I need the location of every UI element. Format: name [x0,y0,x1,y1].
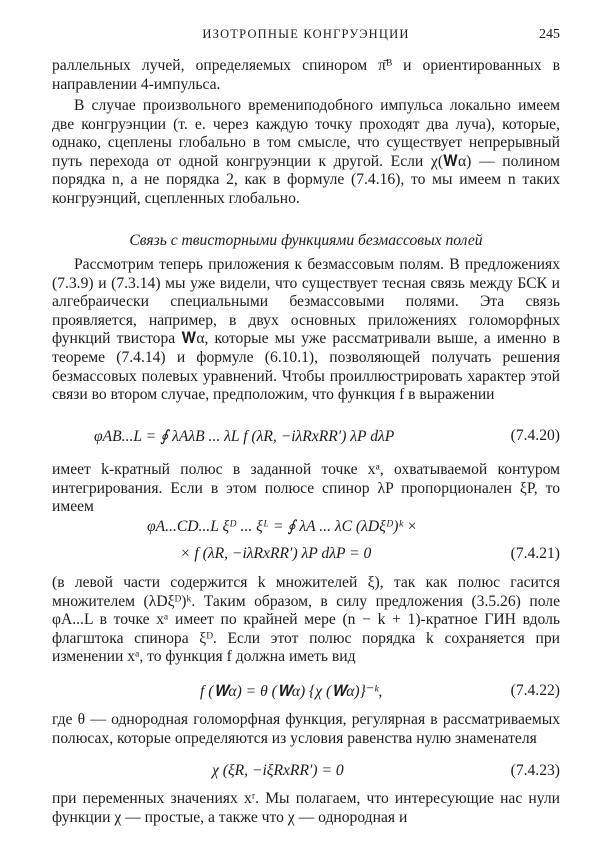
equation-body: f (𝐖α) = θ (𝐖α) {χ (𝐖α)}⁻ᵏ, [200,683,383,700]
running-head: ИЗОТРОПНЫЕ КОНГРУЭНЦИИ [202,27,410,41]
equation-number: (7.4.21) [510,545,560,562]
paragraph-timelike-momentum: В случае произвольного времениподобного импульса локально имеем две конгруэнции (т. е. через каждую точку проходят два луча), которые, однако, сцеплены глобально в том смысле, что существует непрерывный путь перехода от одной конгруэнции к другой. Если χ(𝐖α) — полином порядка n, а не порядка 2, как в формуле (7.4.16), то мы имеем n таких конгруэнций, сцепленных глобально. [52,97,560,207]
equation-body: φAB...L = ∮ λAλB ... λL f (λR, −iλRxRR′) λP dλP [94,428,395,445]
equation-body: × f (λR, −iλRxRR′) λP dλP = 0 [180,545,372,562]
equation-number: (7.4.22) [510,682,560,699]
page-number: 245 [539,27,560,42]
paragraph-massless-fields: Рассмотрим теперь приложения к безмассовым полям. В предложениях (7.3.9) и (7.3.14) мы уже видели, что существует тесная связь между БСК и алгебраически специальными безмассовыми полями. Эта связь проявляется, например, в двух основных приложениях голоморфных функций твистора 𝐖α, которые мы уже рассматривали выше, а именно в теореме (7.4.14) и формуле (6.10.1), позволяющей получать решения безмассовых полевых уравнений. Чтобы проиллюстрировать характер этой связи во втором случае, предположим, что функция f в выражении [52,256,560,404]
equation-body: φA...CD...L ξᴰ ... ξᴸ = ∮ λA ... λC (λDξᴰ)ᵏ × [147,518,418,535]
equation-7-4-20 [52,427,560,449]
paragraph-continuation: раллельных лучей, определяемых спинором π̄ᴮ и ориентированных в направлении 4-импульса. [52,57,560,93]
equation-7-4-21-line2 [52,545,560,567]
equation-7-4-21-line1 [52,517,560,539]
paragraph-k-pole: имеет k-кратный полюс в заданной точке xᵃ, охватываемой контуром интегрирования. Если в этом полюсе спинор λP пропорционален ξP, то имеем [52,461,560,516]
paragraph-pole-cancellation: (в левой части содержится k множителей ξ), так как полюс гасится множителем (λDξᴰ)ᵏ. Таким образом, в силу предложения (3.5.26) поле φA...L в точке xᵃ имеет по крайней мере (n − k + 1)-кратное ГИН вдоль флагштока спинора ξᴰ. Если этот полюс порядка k сохраняется при изменении xᵃ, то функция f должна иметь вид [52,574,560,666]
paragraph-theta-function: где θ — однородная голоморфная функция, регулярная в рассматриваемых полюсах, которые определяются из условия равенства нулю знаменателя [52,711,560,747]
equation-number: (7.4.23) [510,762,560,779]
equation-body: χ (ξR, −iξRxRR′) = 0 [212,762,344,779]
page-header [52,27,560,47]
paragraph-chi-zeros: при переменных значениях xʳ. Мы полагаем, что интересующие нас нули функции χ — простые, а также что χ — однородная и [52,790,560,826]
equation-7-4-23 [52,762,560,784]
section-title: Связь с твисторными функциями безмассовых полей [129,232,483,249]
equation-7-4-22 [52,682,560,704]
equation-number: (7.4.20) [510,427,560,444]
